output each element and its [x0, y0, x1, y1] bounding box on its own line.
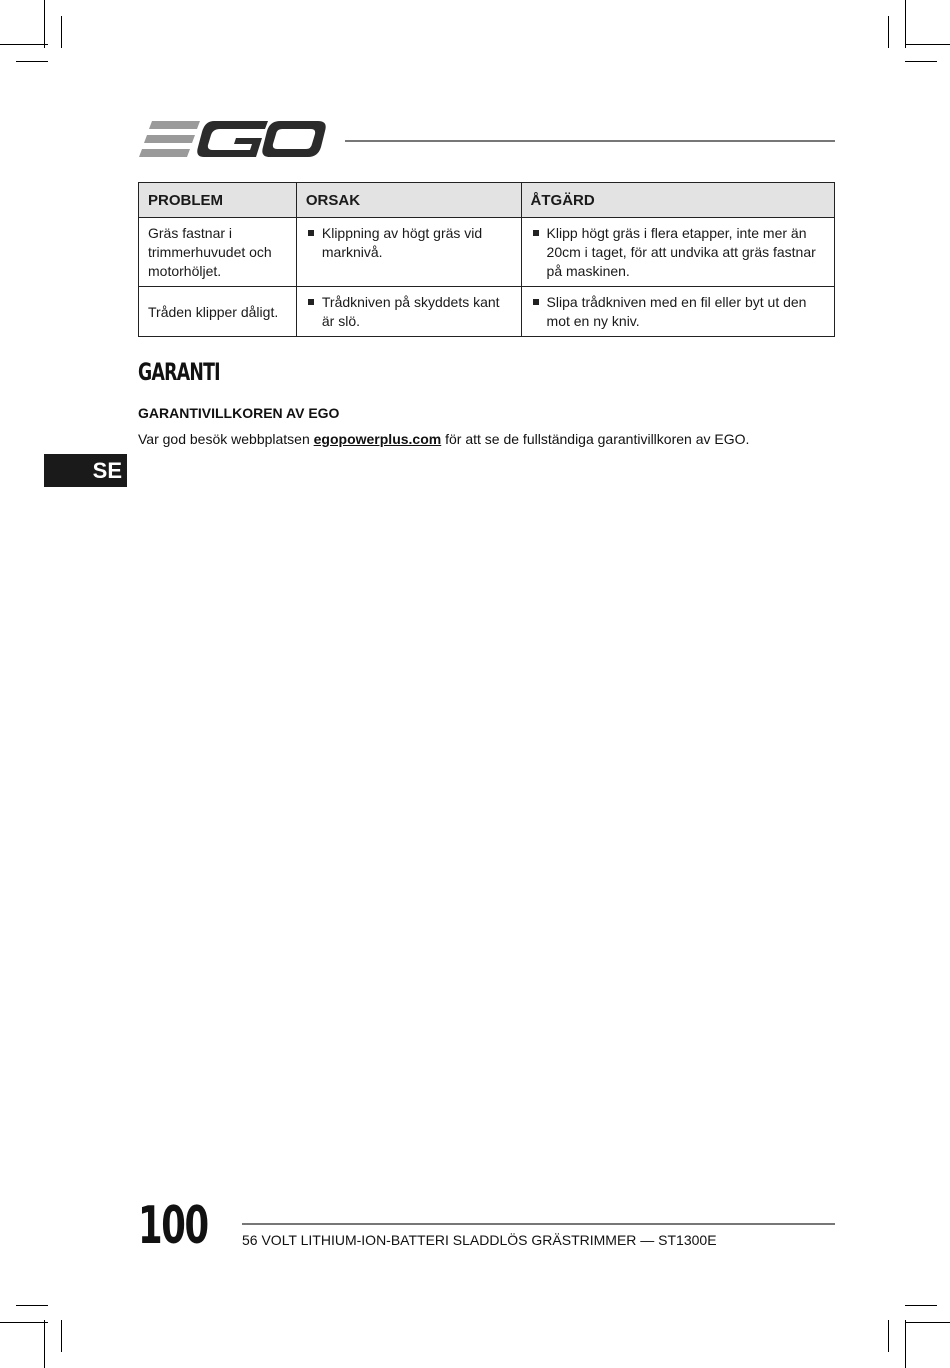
- crop-mark: [888, 16, 889, 48]
- orsak-cell: [296, 287, 521, 337]
- problem-text: Tråden klipper dåligt.: [148, 303, 279, 320]
- column-header-problem: PROBLEM: [139, 183, 297, 218]
- ego-logo: [138, 118, 328, 162]
- crop-mark: [905, 44, 950, 45]
- crop-mark: [905, 1320, 906, 1368]
- crop-mark: [61, 16, 62, 48]
- crop-mark: [905, 61, 937, 62]
- orsak-cell: [296, 218, 521, 287]
- atgard-cell: [521, 287, 834, 337]
- column-header-atgard: ÅTGÄRD: [521, 183, 834, 218]
- orsak-bullet: Klippning av högt gräs vid marknivå.: [306, 224, 512, 262]
- crop-mark: [44, 0, 45, 48]
- problem-cell: [139, 218, 297, 287]
- crop-mark: [888, 1320, 889, 1352]
- crop-mark: [44, 1320, 45, 1368]
- troubleshooting-table: [138, 182, 835, 337]
- crop-mark: [61, 1320, 62, 1352]
- crop-mark: [905, 0, 906, 48]
- section-heading-warranty: GARANTI: [138, 358, 220, 386]
- atgard-cell: [521, 218, 834, 287]
- warranty-text-before: Var god besök webbplatsen: [138, 431, 314, 447]
- table-row: [139, 218, 835, 287]
- crop-mark: [16, 61, 48, 62]
- warranty-text: [138, 431, 749, 447]
- crop-mark: [905, 1322, 950, 1323]
- crop-mark: [905, 1305, 937, 1306]
- page-number: 100: [138, 1196, 208, 1256]
- problem-cell: [139, 287, 297, 337]
- language-tab: SE: [44, 454, 127, 487]
- header-rule: [345, 140, 835, 142]
- crop-mark: [16, 1305, 48, 1306]
- crop-mark: [0, 1322, 48, 1323]
- orsak-bullet: Trådkniven på skyddets kant är slö.: [306, 293, 512, 331]
- problem-text: Gräs fastnar i trimmerhuvudet och motorhöljet.: [148, 225, 272, 279]
- footer-rule: [242, 1223, 835, 1225]
- warranty-link[interactable]: egopowerplus.com: [313, 431, 442, 447]
- atgard-bullet: Klipp högt gräs i flera etapper, inte mer än 20cm i taget, för att undvika att gräs fastnar på maskinen.: [531, 224, 825, 281]
- warranty-subheading: GARANTIVILLKOREN AV EGO: [138, 405, 340, 421]
- table-header-row: [139, 183, 835, 218]
- footer-title: 56 VOLT LITHIUM-ION-BATTERI SLADDLÖS GRÄSTRIMMER — ST1300E: [242, 1232, 717, 1248]
- warranty-text-after: för att se de fullständiga garantivillkoren av EGO.: [441, 431, 750, 447]
- table-row: [139, 287, 835, 337]
- column-header-orsak: ORSAK: [296, 183, 521, 218]
- atgard-bullet: Slipa trådkniven med en fil eller byt ut den mot en ny kniv.: [531, 293, 825, 331]
- crop-mark: [0, 44, 48, 45]
